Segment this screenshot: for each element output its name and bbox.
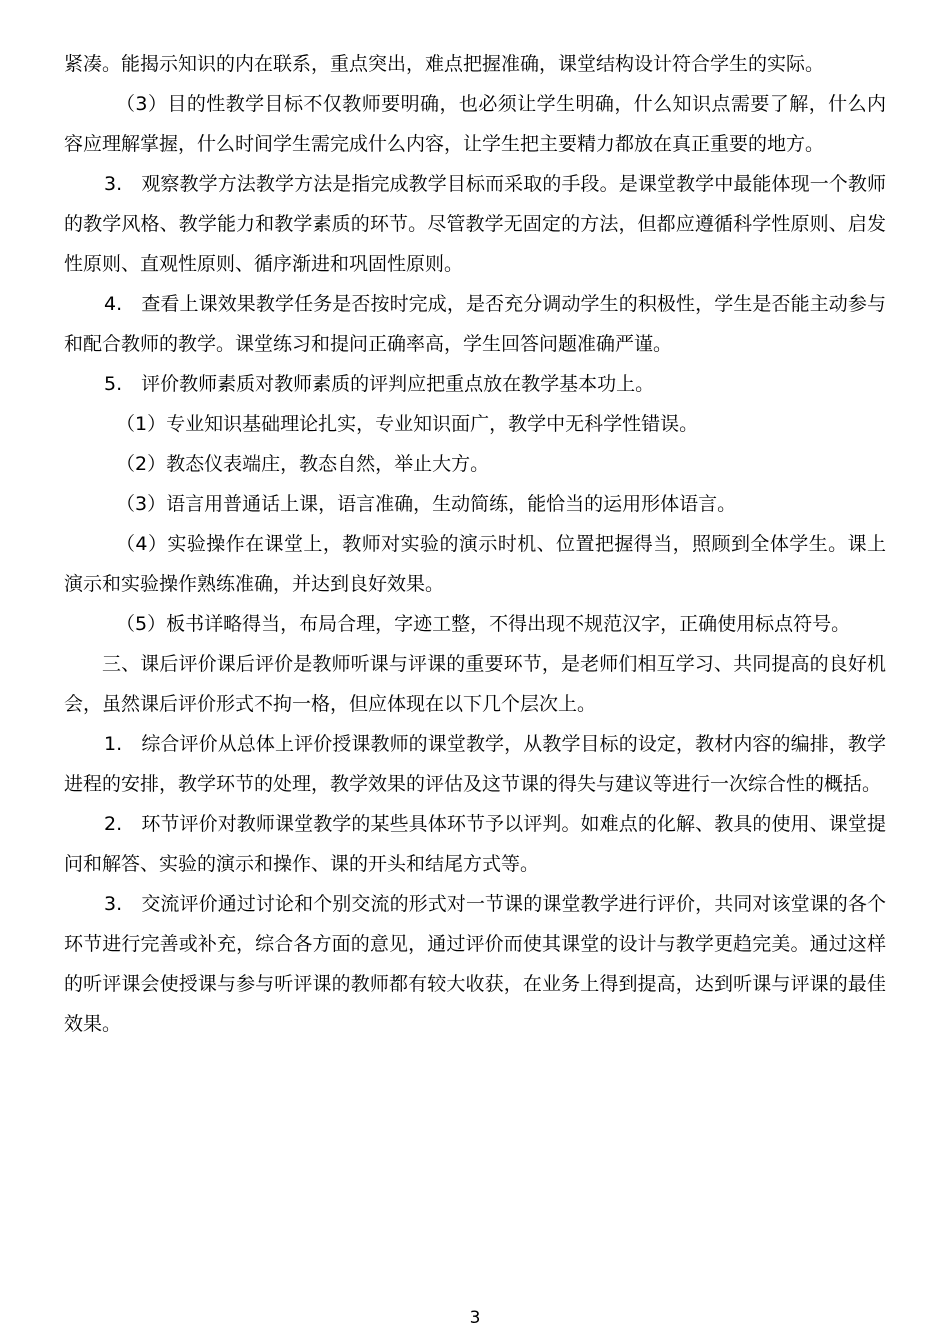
- body-text: [64, 44, 886, 1044]
- paragraph-after-class-evaluation: 三、课后评价课后评价是教师听课与评课的重要环节，是老师们相互学习、共同提高的良好机会，虽然课后评价形式不拘一格，但应体现在以下几个层次上。: [64, 653, 886, 715]
- paragraph-continuation: 紧凑。能揭示知识的内在联系，重点突出，难点把握准确，课堂结构设计符合学生的实际。: [64, 53, 825, 75]
- paragraph-purpose: （3）目的性教学目标不仅教师要明确，也必须让学生明确，什么知识点需要了解，什么内容应理解掌握，什么时间学生需完成什么内容，让学生把主要精力都放在真正重要的地方。: [64, 93, 886, 155]
- paragraph-teaching-method: 3. 观察教学方法教学方法是指完成教学目标而采取的手段。是课堂教学中最能体现一个教师的教学风格、教学能力和教学素质的环节。尽管教学无固定的方法，但都应遵循科学性原则、启发性原则、直观性原则、循序渐进和巩固性原则。: [64, 173, 886, 275]
- paragraph-teacher-quality: 5. 评价教师素质对教师素质的评判应把重点放在教学基本功上。: [104, 373, 655, 395]
- paragraph-comprehensive-evaluation: 1. 综合评价从总体上评价授课教师的课堂教学，从教学目标的设定，教材内容的编排，教学进程的安排，教学环节的处理，教学效果的评估及这节课的得失与建议等进行一次综合性的概括。: [64, 733, 886, 795]
- paragraph-professional-knowledge: （1）专业知识基础理论扎实，专业知识面广，教学中无科学性错误。: [116, 413, 699, 435]
- paragraph-class-effect: 4. 查看上课效果教学任务是否按时完成，是否充分调动学生的积极性，学生是否能主动参与和配合教师的教学。课堂练习和提问正确率高，学生回答问题准确严谨。: [64, 293, 886, 355]
- paragraph-segment-evaluation: 2. 环节评价对教师课堂教学的某些具体环节予以评判。如难点的化解、教具的使用、课堂提问和解答、实验的演示和操作、课的开头和结尾方式等。: [64, 813, 886, 875]
- paragraph-exchange-evaluation: 3. 交流评价通过讨论和个别交流的形式对一节课的课堂教学进行评价，共同对该堂课的各个环节进行完善或补充，综合各方面的意见，通过评价而使其课堂的设计与教学更趋完美。通过这样的听评课会使授课与参与听评课的教师都有较大收获，在业务上得到提高，达到听课与评课的最佳效果。: [64, 893, 886, 1035]
- paragraph-blackboard: （5）板书详略得当，布局合理，字迹工整，不得出现不规范汉字，正确使用标点符号。: [116, 613, 851, 635]
- paragraph-experiment: （4）实验操作在课堂上，教师对实验的演示时机、位置把握得当，照顾到全体学生。课上演示和实验操作熟练准确，并达到良好效果。: [64, 533, 886, 595]
- page-number: 3: [469, 1308, 481, 1328]
- paragraph-demeanor: （2）教态仪表端庄，教态自然，举止大方。: [116, 453, 490, 475]
- paragraph-language: （3）语言用普通话上课，语言准确，生动简练，能恰当的运用形体语言。: [116, 493, 737, 515]
